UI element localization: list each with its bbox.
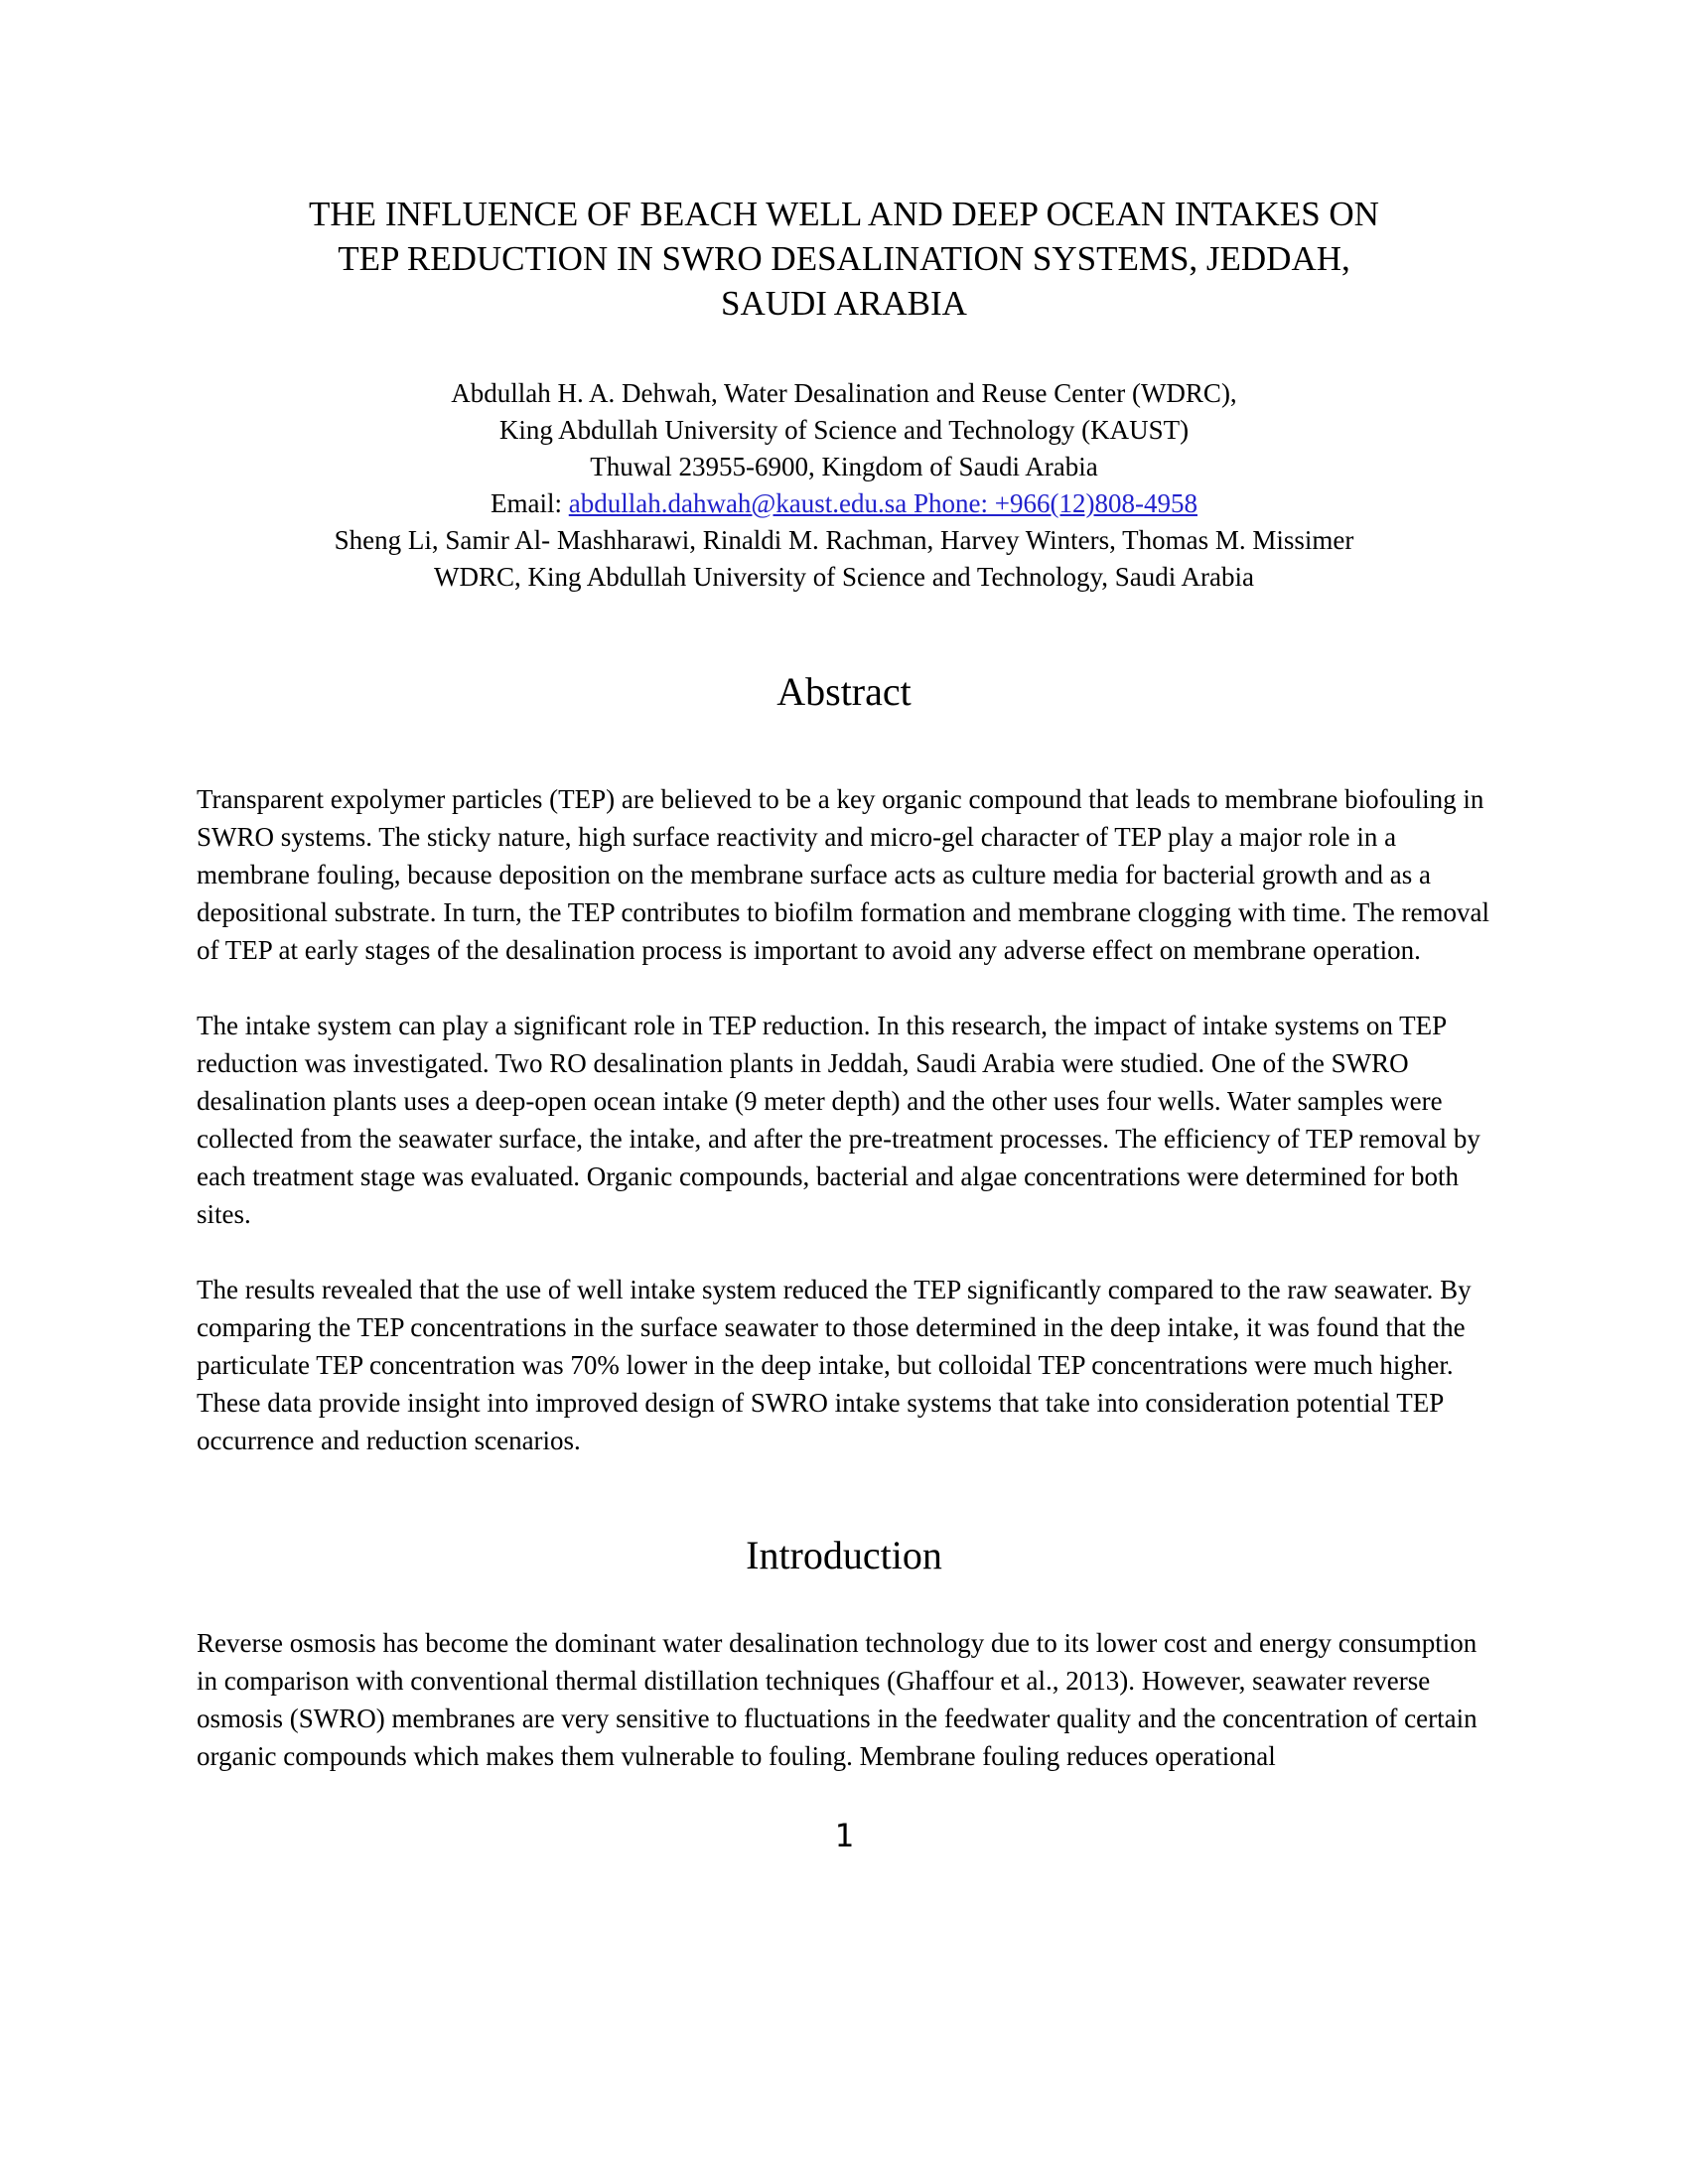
coauthor-names: Sheng Li, Samir Al- Mashharawi, Rinaldi M. Rachman, Harvey Winters, Thomas M. Missimer xyxy=(334,525,1354,555)
author-address: Thuwal 23955-6900, Kingdom of Saudi Arabia xyxy=(590,452,1098,481)
author-university: King Abdullah University of Science and Technology (KAUST) xyxy=(498,415,1190,445)
abstract-paragraph-3: The results revealed that the use of well intake system reduced the TEP significantly compared to the raw seawater. By comparing the TEP concentrations in the surface seawater to those determined in the deep intake, it was found that the particulate TEP concentration was 70% lower in the deep intake, but colloidal TEP concentrations were much higher. These data provide insight into improved design of SWRO intake systems that take into consideration potential TEP occurrence and reduction scenarios. xyxy=(197,1275,1472,1455)
email-label: Email: xyxy=(491,488,569,518)
abstract-paragraph-1: Transparent expolymer particles (TEP) are believed to be a key organic compound that leads to membrane biofouling in SWRO systems. The sticky nature, high surface reactivity and micro-gel character of TEP play a major role in a membrane fouling, because deposition on the membrane surface acts as culture media for bacterial growth and as a depositional substrate. In turn, the TEP contributes to biofilm formation and membrane clogging with time. The removal of TEP at early stages of the desalination process is important to avoid any adverse effect on membrane operation. xyxy=(197,784,1489,965)
email-phone-link[interactable]: abdullah.dahwah@kaust.edu.sa Phone: +966(12)808-4958 xyxy=(568,488,1197,518)
author-block xyxy=(197,375,1491,596)
page-number: 1 xyxy=(834,1817,854,1854)
section-heading-abstract: Abstract xyxy=(776,669,912,714)
section-heading-introduction: Introduction xyxy=(746,1533,942,1577)
contact-line xyxy=(197,485,1491,522)
introduction-paragraph-1: Reverse osmosis has become the dominant water desalination technology due to its lower cost and energy consumption in comparison with conventional thermal distillation techniques (Ghaffour et al., 2013). However, seawater reverse osmosis (SWRO) membranes are very sensitive to fluctuations in the feedwater quality and the concentration of certain organic compounds which makes them vulnerable to fouling. Membrane fouling reduces operational xyxy=(197,1628,1477,1771)
paper-title xyxy=(197,0,1491,326)
title-line-2: TEP REDUCTION IN SWRO DESALINATION SYSTEMS, JEDDAH, xyxy=(338,239,1350,278)
coauthor-affiliation: WDRC, King Abdullah University of Science and Technology, Saudi Arabia xyxy=(434,562,1254,592)
author-name-affiliation: Abdullah H. A. Dehwah, Water Desalination and Reuse Center (WDRC), xyxy=(451,378,1237,408)
title-line-3: SAUDI ARABIA xyxy=(721,284,967,323)
abstract-paragraph-2: The intake system can play a significant role in TEP reduction. In this research, the impact of intake systems on TEP reduction was investigated. Two RO desalination plants in Jeddah, Saudi Arabia were studied. One of the SWRO desalination plants uses a deep-open ocean intake (9 meter depth) and the other uses four wells. Water samples were collected from the seawater surface, the intake, and after the pre-treatment processes. The efficiency of TEP removal by each treatment stage was evaluated. Organic compounds, bacterial and algae concentrations were determined for both sites. xyxy=(197,1011,1480,1229)
title-line-1: THE INFLUENCE OF BEACH WELL AND DEEP OCEAN INTAKES ON xyxy=(309,195,1379,233)
